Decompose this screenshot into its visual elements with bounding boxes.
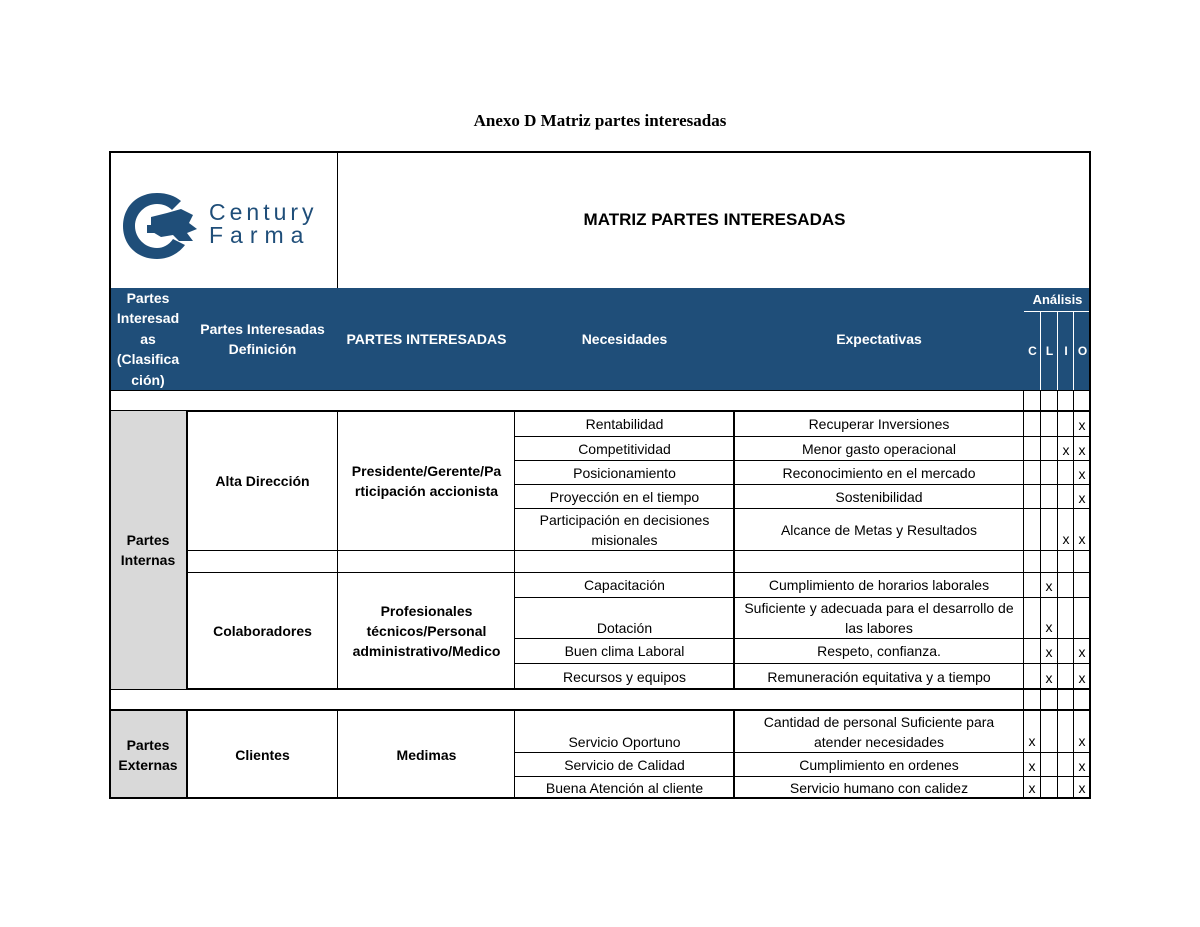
table-row-necesidad: Buena Atención al cliente: [545, 780, 704, 796]
partes-profesionales: Profesionales técnicos/Personal administrativo/Medico: [352, 602, 501, 659]
definicion-colaboradores: Colaboradores: [213, 622, 312, 639]
partes-medimas: Medimas: [396, 746, 457, 763]
column-header-clasificacion: Partes Interesad as (Clasifica ción): [109, 288, 187, 390]
table-row-necesidad: Servicio Oportuno: [568, 734, 681, 750]
table-row-expectativa: Recuperar Inversiones: [808, 416, 950, 432]
table-row-expectativa: Remuneración equitativa y a tiempo: [767, 668, 991, 685]
analysis-mark-l: x: [1045, 644, 1053, 660]
analysis-mark-c: x: [1028, 780, 1036, 796]
definicion-clientes: Clientes: [235, 746, 290, 763]
table-row-necesidad: Proyección en el tiempo: [549, 489, 700, 505]
analysis-mark-l: x: [1045, 670, 1053, 686]
logo-word-farma: Farma: [209, 222, 311, 248]
analysis-mark-c: x: [1028, 733, 1036, 749]
column-header-expectativas: Expectativas: [734, 288, 1024, 390]
definicion-alta-direccion: Alta Dirección: [215, 472, 310, 489]
table-row-necesidad: Posicionamiento: [573, 465, 676, 481]
table-row-necesidad: Participación en decisiones misionales: [539, 511, 710, 548]
analysis-mark-o: x: [1078, 644, 1086, 660]
analysis-mark-l: x: [1045, 619, 1053, 635]
analysis-mark-o: x: [1078, 531, 1086, 547]
analysis-mark-i: x: [1062, 442, 1070, 458]
matrix-title: MATRIZ PARTES INTERESADAS: [583, 209, 846, 229]
partes-presidente-gerente: Presidente/Gerente/Pa rticipación accionista: [351, 462, 502, 499]
column-header-necesidades: Necesidades: [515, 288, 734, 390]
analysis-mark-c: x: [1028, 758, 1036, 774]
column-header-i: I: [1058, 312, 1074, 390]
table-row-necesidad: Recursos y equipos: [563, 668, 686, 685]
century-farma-lion-logo-icon: [117, 189, 201, 263]
table-row-expectativa: Cantidad de personal Suficiente para atender necesidades: [763, 713, 995, 750]
table-row-necesidad: Rentabilidad: [585, 416, 664, 432]
table-row-expectativa: Cumplimiento de horarios laborales: [768, 577, 990, 593]
table-row-expectativa: Respeto, confianza.: [817, 643, 941, 659]
group-partes-internas: Partes Internas: [109, 411, 187, 689]
analysis-mark-o: x: [1078, 417, 1086, 433]
analysis-mark-o: x: [1078, 780, 1086, 796]
table-row-expectativa: Sostenibilidad: [835, 489, 923, 505]
table-row-necesidad: Dotación: [596, 620, 653, 636]
stakeholder-matrix: [109, 151, 1091, 799]
analysis-mark-o: x: [1078, 442, 1086, 458]
table-row-expectativa: Reconocimiento en el mercado: [782, 465, 976, 481]
analysis-mark-o: x: [1078, 670, 1086, 686]
analysis-mark-o: x: [1078, 490, 1086, 506]
company-logo: [117, 189, 318, 263]
table-row-expectativa: Alcance de Metas y Resultados: [780, 521, 978, 538]
table-row-necesidad: Capacitación: [584, 577, 665, 593]
logo-word-century: Century: [209, 199, 318, 225]
column-header-definicion: Partes Interesadas Definición: [187, 288, 338, 390]
analysis-mark-o: x: [1078, 466, 1086, 482]
column-header-analisis: Análisis: [1024, 288, 1091, 312]
analysis-mark-o: x: [1078, 758, 1086, 774]
table-row-expectativa: Menor gasto operacional: [801, 441, 957, 457]
analysis-mark-i: x: [1062, 531, 1070, 547]
table-row-expectativa: Servicio humano con calidez: [789, 780, 969, 796]
table-row-necesidad: Servicio de Calidad: [564, 757, 685, 773]
table-row-expectativa: Suficiente y adecuada para el desarrollo de las labores: [744, 599, 1014, 636]
analysis-mark-l: x: [1045, 578, 1053, 594]
document-title: Anexo D Matriz partes interesadas: [473, 111, 727, 130]
table-row-expectativa: Cumplimiento en ordenes: [799, 757, 959, 773]
table-row-necesidad: Competitividad: [578, 441, 671, 457]
column-header-partes: PARTES INTERESADAS: [338, 288, 515, 390]
column-header-c: C: [1024, 312, 1041, 390]
table-row-necesidad: Buen clima Laboral: [564, 643, 685, 659]
group-partes-externas: Partes Externas: [109, 710, 187, 799]
analysis-mark-o: x: [1078, 733, 1086, 749]
column-header-o: O: [1074, 312, 1091, 390]
column-header-l: L: [1041, 312, 1058, 390]
